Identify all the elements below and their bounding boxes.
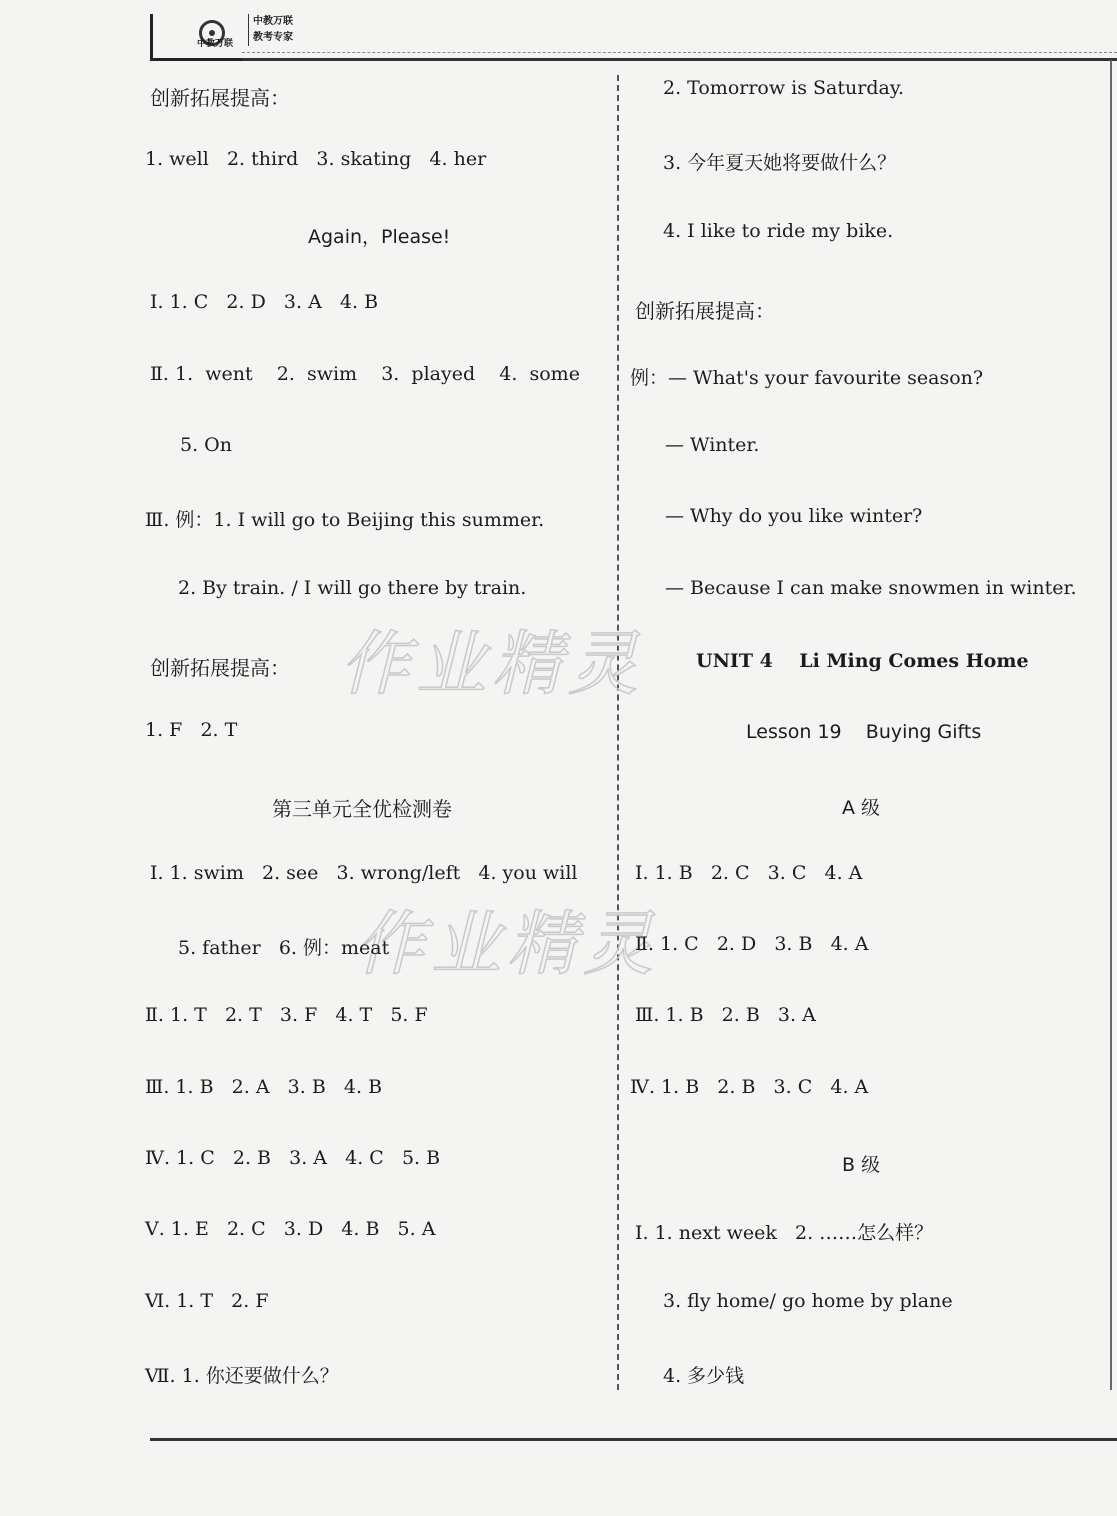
right-answer-line: Ⅰ. 1. next week 2. ……怎么样？ (635, 1222, 934, 1244)
left-answer-line: Ⅳ. 1. C 2. B 3. A 4. C 5. B (145, 1147, 441, 1169)
left-answer-line: Ⅰ. 1. C 2. D 3. A 4. B (150, 291, 379, 313)
left-answer-line: Ⅱ. 1. went 2. swim 3. played 4. some (150, 363, 580, 385)
left-heading: Again，Please! (308, 226, 451, 248)
tag-line-2: 教考专家 (253, 32, 293, 43)
right-heading: A 级 (842, 797, 881, 819)
right-answer-line: 4. I like to ride my bike. (663, 220, 894, 242)
left-answer-line: Ⅱ. 1. T 2. T 3. F 4. T 5. F (145, 1004, 428, 1026)
left-answer-line: 5. father 6. 例：meat (178, 937, 390, 959)
right-answer-line: 2. Tomorrow is Saturday. (663, 77, 905, 99)
right-answer-line: 4. 多少钱 (663, 1365, 745, 1387)
left-heading: 创新拓展提高： (150, 86, 290, 110)
page-edge-line (1110, 60, 1112, 1390)
left-answer-line: 2. By train. / I will go there by train. (178, 577, 527, 599)
watermark: 作业精灵 (355, 903, 659, 985)
left-answer-line: Ⅶ. 1. 你还要做什么？ (145, 1365, 339, 1387)
right-answer-line: 3. fly home/ go home by plane (663, 1290, 953, 1312)
right-answer-line: Ⅳ. 1. B 2. B 3. C 4. A (630, 1076, 869, 1098)
left-heading: 第三单元全优检测卷 (272, 797, 452, 821)
right-heading: Lesson 19 Buying Gifts (746, 721, 982, 743)
left-answer-line: 5. On (180, 434, 232, 456)
right-answer-line: — Why do you like winter? (665, 505, 923, 527)
right-heading: 创新拓展提高： (635, 299, 775, 323)
header-tag (248, 14, 293, 46)
header-solid-rule (242, 58, 1117, 61)
header-dashed-rule (242, 52, 1117, 53)
left-heading: 创新拓展提高： (150, 656, 290, 680)
right-heading: B 级 (842, 1154, 881, 1176)
watermark: 作业精灵 (340, 623, 644, 705)
right-answer-line: Ⅱ. 1. C 2. D 3. B 4. A (635, 933, 869, 955)
logo (150, 14, 245, 61)
left-answer-line: Ⅰ. 1. swim 2. see 3. wrong/left 4. you will (150, 862, 578, 884)
right-answer-line: 例：— What's your favourite season? (630, 367, 984, 389)
left-answer-line: Ⅲ. 例：1. I will go to Beijing this summer. (145, 509, 545, 531)
left-answer-line: 1. F 2. T (145, 719, 238, 741)
left-answer-line: Ⅲ. 1. B 2. A 3. B 4. B (145, 1076, 383, 1098)
right-answer-line: — Because I can make snowmen in winter. (665, 577, 1077, 599)
column-divider (617, 75, 619, 1390)
right-answer-line: Ⅰ. 1. B 2. C 3. C 4. A (635, 862, 863, 884)
left-answer-line: 1. well 2. third 3. skating 4. her (145, 148, 487, 170)
right-answer-line: 3. 今年夏天她将要做什么？ (663, 152, 897, 174)
tag-line-1: 中教万联 (253, 16, 293, 27)
right-answer-line: Ⅲ. 1. B 2. B 3. A (635, 1004, 816, 1026)
logo-text: 中教万联 (197, 39, 234, 49)
page-header (150, 14, 1117, 60)
right-heading: UNIT 4 Li Ming Comes Home (696, 650, 1029, 672)
right-answer-line: — Winter. (665, 434, 760, 456)
left-answer-line: Ⅵ. 1. T 2. F (145, 1290, 269, 1312)
footer-rule (150, 1438, 1117, 1441)
left-answer-line: Ⅴ. 1. E 2. C 3. D 4. B 5. A (145, 1218, 436, 1240)
